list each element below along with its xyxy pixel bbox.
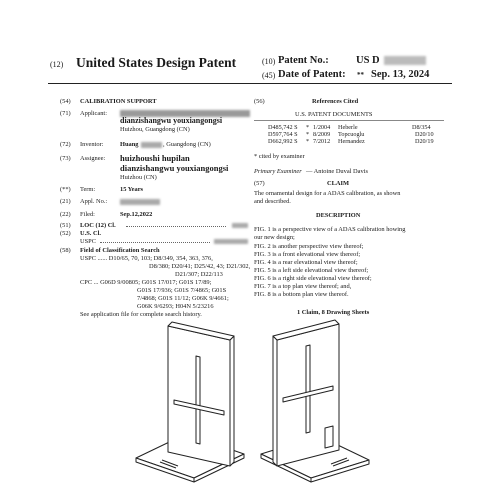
patent-no-label: Patent No.: xyxy=(278,55,329,66)
ref-date: 1/2004 xyxy=(313,124,331,131)
code-21: (21) xyxy=(60,198,71,205)
description-line: FIG. 3 is a front elevational view thereof; xyxy=(254,251,361,258)
description-line: FIG. 1 is a perspective view of a ADAS calibration howing xyxy=(254,226,406,233)
cited-by-examiner: * cited by examiner xyxy=(254,153,305,160)
ref-name: Topcuoglu xyxy=(338,131,365,138)
code-72: (72) xyxy=(60,141,71,148)
loc-redacted xyxy=(232,223,248,228)
inventor-value: Huang xyxy=(120,141,139,148)
description-line: FIG. 6 is a right side elevational view thereof; xyxy=(254,275,372,282)
uspc-redacted xyxy=(214,239,248,244)
code-10: (10) xyxy=(262,57,276,66)
appl-no-redacted xyxy=(120,199,160,205)
ref-name: Hernandez xyxy=(338,138,365,145)
ref-date: 7/2012 xyxy=(313,138,331,145)
code-term: (**) xyxy=(60,186,71,193)
ref-row xyxy=(0,138,500,146)
field-line-7: G06K 9/6293; H04N 5/23216 xyxy=(137,303,214,310)
description-title: DESCRIPTION xyxy=(316,212,361,219)
date-mark: ** xyxy=(357,71,364,79)
figure-left-perspective xyxy=(130,318,250,490)
filed-label: Filed: xyxy=(80,211,95,218)
ref-number: D662,992 S xyxy=(268,138,298,145)
ref-mark: * xyxy=(306,131,310,138)
references-title: References Cited xyxy=(312,98,359,105)
ref-number: D597,764 S xyxy=(268,131,298,138)
code-54: (54) xyxy=(60,98,71,105)
code-51: (51) xyxy=(60,222,71,229)
ref-class: D8/354 xyxy=(412,124,431,131)
code-71: (71) xyxy=(60,110,71,117)
field-label: Field of Classification Search xyxy=(80,247,160,254)
applicant-line2: dianzishangwu youxiangongsi xyxy=(120,116,223,125)
refs-rule xyxy=(254,120,444,121)
term-label: Term: xyxy=(80,186,96,193)
applicant-label: Applicant: xyxy=(80,110,107,117)
field-line-6: 7/4868; G01S 11/12; G06K 9/4661; xyxy=(137,295,229,302)
inventor-label: Inventor: xyxy=(80,141,104,148)
patent-no-redacted xyxy=(384,56,426,65)
examiner-label: Primary Examiner xyxy=(254,168,302,175)
uspc-label: USPC xyxy=(80,238,96,245)
uspc-leader xyxy=(100,242,210,243)
code-58: (58) xyxy=(60,247,71,254)
code-22: (22) xyxy=(60,211,71,218)
field-line-3: D21/307; D22/113 xyxy=(175,271,223,278)
filed-value: Sep.12,2022 xyxy=(120,211,153,218)
ref-class: D20/19 xyxy=(415,138,434,145)
date-label: Date of Patent: xyxy=(278,69,346,80)
assignee-line2: dianzishangwu youxiangongsi xyxy=(120,163,229,173)
description-line: FIG. 5 is a left side elevational view thereof; xyxy=(254,267,369,274)
ref-mark: * xyxy=(306,124,310,131)
code-73: (73) xyxy=(60,155,71,162)
field-line-2: D8/380; D20/41; D25/42, 43; D21/302, xyxy=(149,263,251,270)
examiner-value: — Antoine Duval Davis xyxy=(306,168,368,175)
term-value: 15 Years xyxy=(120,186,144,193)
field-line-1: USPC ...... D10/65, 70, 103; D8/349, 354, 363, 376, xyxy=(80,255,213,262)
description-line: FIG. 2 is another perspective view thereof; xyxy=(254,243,364,250)
appl-no-label: Appl. No.: xyxy=(80,198,108,205)
code-12: (12) xyxy=(50,60,64,69)
code-57: (57) xyxy=(254,180,265,187)
code-45: (45) xyxy=(262,71,276,80)
description-line: FIG. 4 is a rear elevational view thereof; xyxy=(254,259,358,266)
loc-label: LOC (12) Cl. xyxy=(80,222,116,229)
claims-summary: 1 Claim, 8 Drawing Sheets xyxy=(297,309,370,316)
code-52: (52) xyxy=(60,230,71,237)
ref-number: D485,742 S xyxy=(268,124,298,131)
description-line: FIG. 7 is a top plan view thereof; and, xyxy=(254,283,352,290)
claim-title: CLAIM xyxy=(327,180,350,187)
ref-name: Heberle xyxy=(338,124,358,131)
assignee-label: Assignee: xyxy=(80,155,106,162)
design-title: CALIBRATION SUPPORT xyxy=(80,98,157,105)
claim-text-2: and described. xyxy=(254,198,291,205)
loc-leader xyxy=(126,226,226,227)
ref-class: D20/10 xyxy=(415,131,434,138)
document-title: United States Design Patent xyxy=(76,55,237,70)
claim-text-1: The ornamental design for a ADAS calibration, as shown xyxy=(254,190,401,197)
patent-no-value: US D xyxy=(356,55,380,66)
ref-date: 8/2009 xyxy=(313,131,331,138)
patent-date: Sep. 13, 2024 xyxy=(371,69,430,80)
ref-mark: * xyxy=(306,138,310,145)
assignee-line3: Huizhou (CN) xyxy=(120,174,157,181)
description-line: our new design; xyxy=(254,234,295,241)
see-application: See application file for complete search history. xyxy=(80,311,202,318)
inventor-suffix: , Guangdong (CN) xyxy=(163,141,211,148)
us-patent-documents-title: U.S. PATENT DOCUMENTS xyxy=(295,111,373,118)
code-56: (56) xyxy=(254,98,265,105)
figure-right-perspective xyxy=(255,318,375,490)
uscl-label: U.S. Cl. xyxy=(80,230,101,237)
assignee-line1: huizhoushi hupilan xyxy=(120,153,190,163)
applicant-line3: Huizhou, Guangdong (CN) xyxy=(120,126,190,133)
field-line-4: CPC ... G06D 9/00805; G01S 17/017; G01S 17/89; xyxy=(80,279,212,286)
description-line: FIG. 8 is a bottom plan view thereof. xyxy=(254,291,349,298)
header-rule xyxy=(48,83,452,84)
field-line-5: G01S 17/936; G01S 7/4865; G01S xyxy=(137,287,227,294)
